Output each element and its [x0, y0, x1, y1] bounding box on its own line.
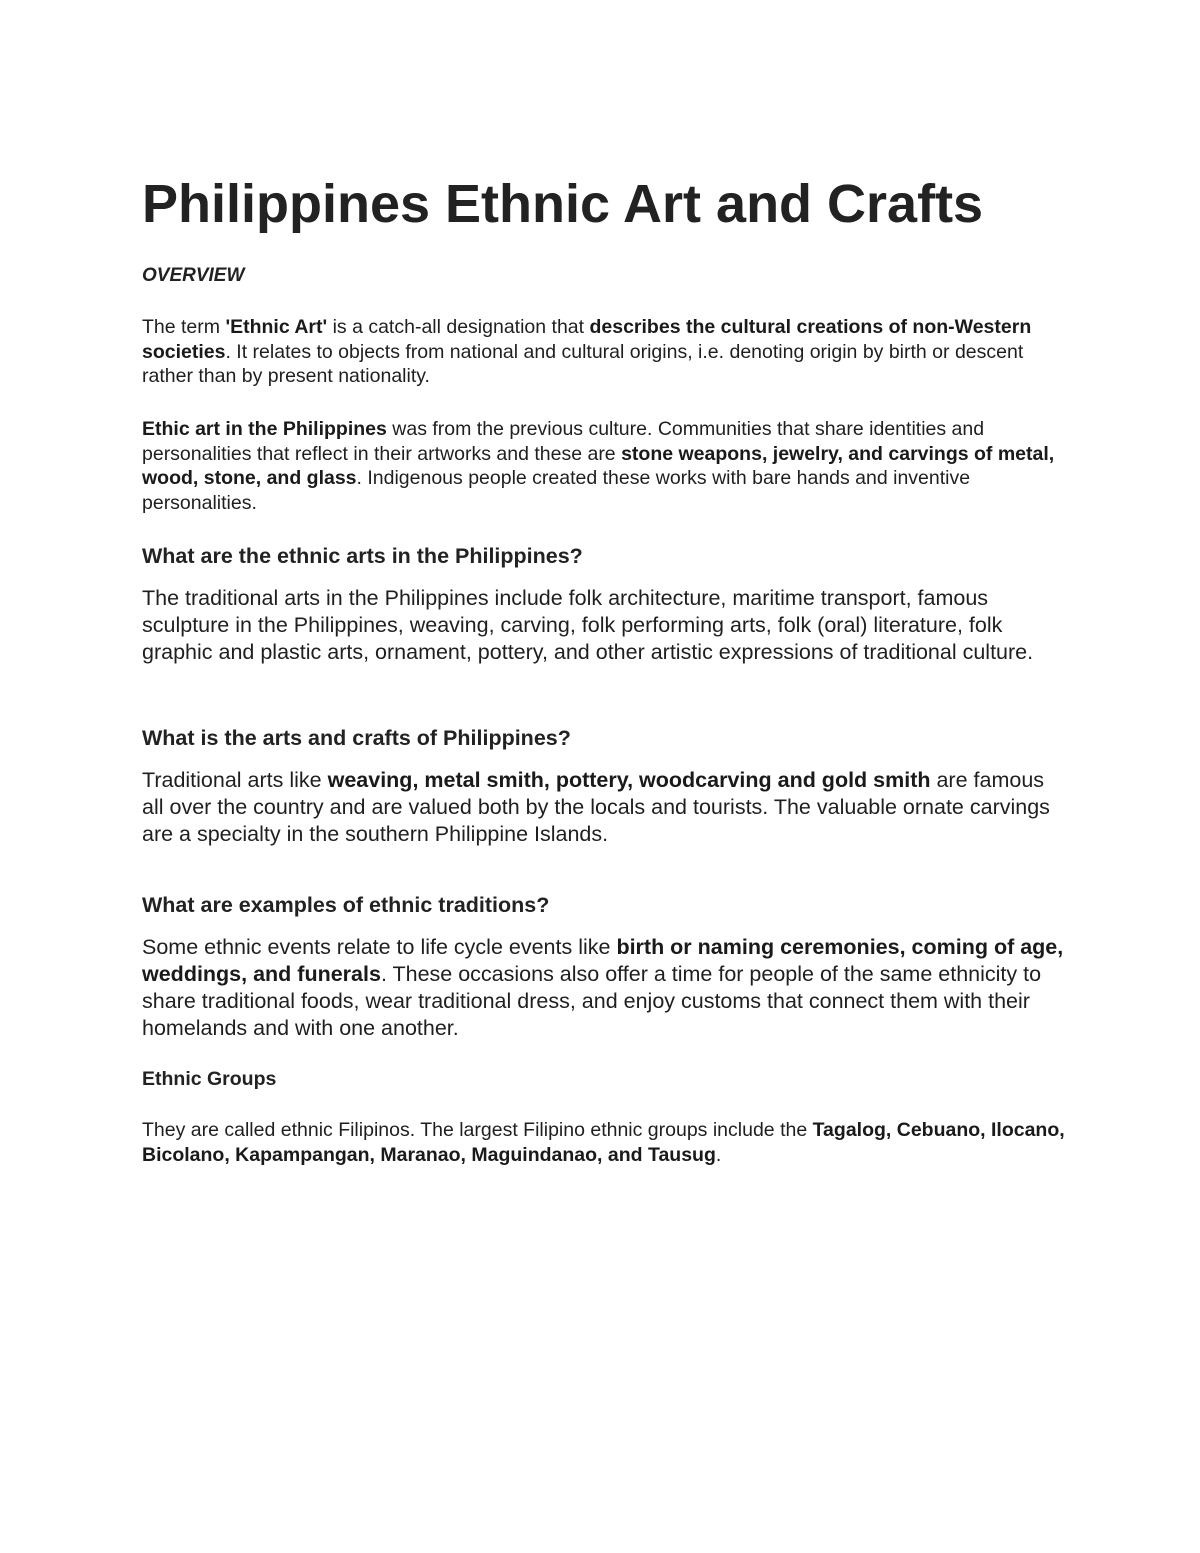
ethnic-groups-paragraph — [142, 1118, 1067, 1167]
question-heading-ethnic-arts: What are the ethnic arts in the Philippines? — [142, 544, 583, 568]
intro-bold-definition: describes the cultural creations of non-Western societies — [142, 316, 1032, 363]
ethnic-groups-heading: Ethnic Groups — [142, 1068, 277, 1090]
traditions-text-1: Some ethnic events relate to life cycle events like — [142, 935, 617, 959]
arts-crafts-text-2: are famous all over the country and are valued both by the locals and tourists. The valuable ornate carvings are a specialty in the southern Philippine Islands. — [142, 768, 1050, 846]
answer-paragraph-traditions — [142, 934, 1067, 1042]
ethic-text-2: . Indigenous people created these works with bare hands and inventive personalities. — [142, 467, 971, 514]
arts-crafts-bold-list: weaving, metal smith, pottery, woodcarving and gold smith — [327, 768, 931, 792]
ethic-art-paragraph — [142, 417, 1067, 515]
traditions-bold-events: birth or naming ceremonies, coming of age, weddings, and funerals — [142, 935, 1064, 986]
ethic-text-1: was from the previous culture. Communities that share identities and personalities that reflect in their artworks and these are — [142, 418, 985, 465]
question-heading-traditions: What are examples of ethnic traditions? — [142, 893, 550, 917]
intro-text-2: is a catch-all designation that — [327, 316, 590, 338]
groups-text-1: They are called ethnic Filipinos. The largest Filipino ethnic groups include the — [142, 1119, 813, 1141]
question-heading-arts-crafts: What is the arts and crafts of Philippines? — [142, 726, 571, 750]
intro-bold-term: 'Ethnic Art' — [225, 316, 328, 338]
intro-paragraph — [142, 315, 1067, 389]
answer-paragraph-arts-crafts — [142, 767, 1067, 848]
arts-crafts-text-1: Traditional arts like — [142, 768, 328, 792]
groups-bold-list: Tagalog, Cebuano, Ilocano, Bicolano, Kapampangan, Maranao, Maguindanao, and Tausug — [142, 1119, 1065, 1166]
intro-text-3: . It relates to objects from national and cultural origins, i.e. denoting origin by birth or descent rather than by present nationality. — [142, 340, 1024, 388]
intro-text-1: The term — [142, 316, 226, 338]
answer-paragraph-ethnic-arts: The traditional arts in the Philippines include folk architecture, maritime transport, famous sculpture in the Philippines, weaving, carving, folk performing arts, folk (oral) literature, folk graphic and plastic arts, ornament, pottery, and other artistic expressions of traditional culture. — [142, 586, 1034, 664]
groups-text-2: . — [715, 1143, 722, 1166]
page-title: Philippines Ethnic Art and Crafts — [142, 174, 984, 234]
ethic-bold-items: stone weapons, jewelry, and carvings of metal, wood, stone, and glass — [142, 442, 1055, 490]
ethic-bold-subject: Ethic art in the Philippines — [142, 418, 387, 440]
overview-label: OVERVIEW — [142, 265, 245, 286]
traditions-text-2: . These occasions also offer a time for people of the same ethnicity to share traditional foods, wear traditional dress, and enjoy customs that connect them with their homelands and with one another. — [142, 962, 1042, 1040]
